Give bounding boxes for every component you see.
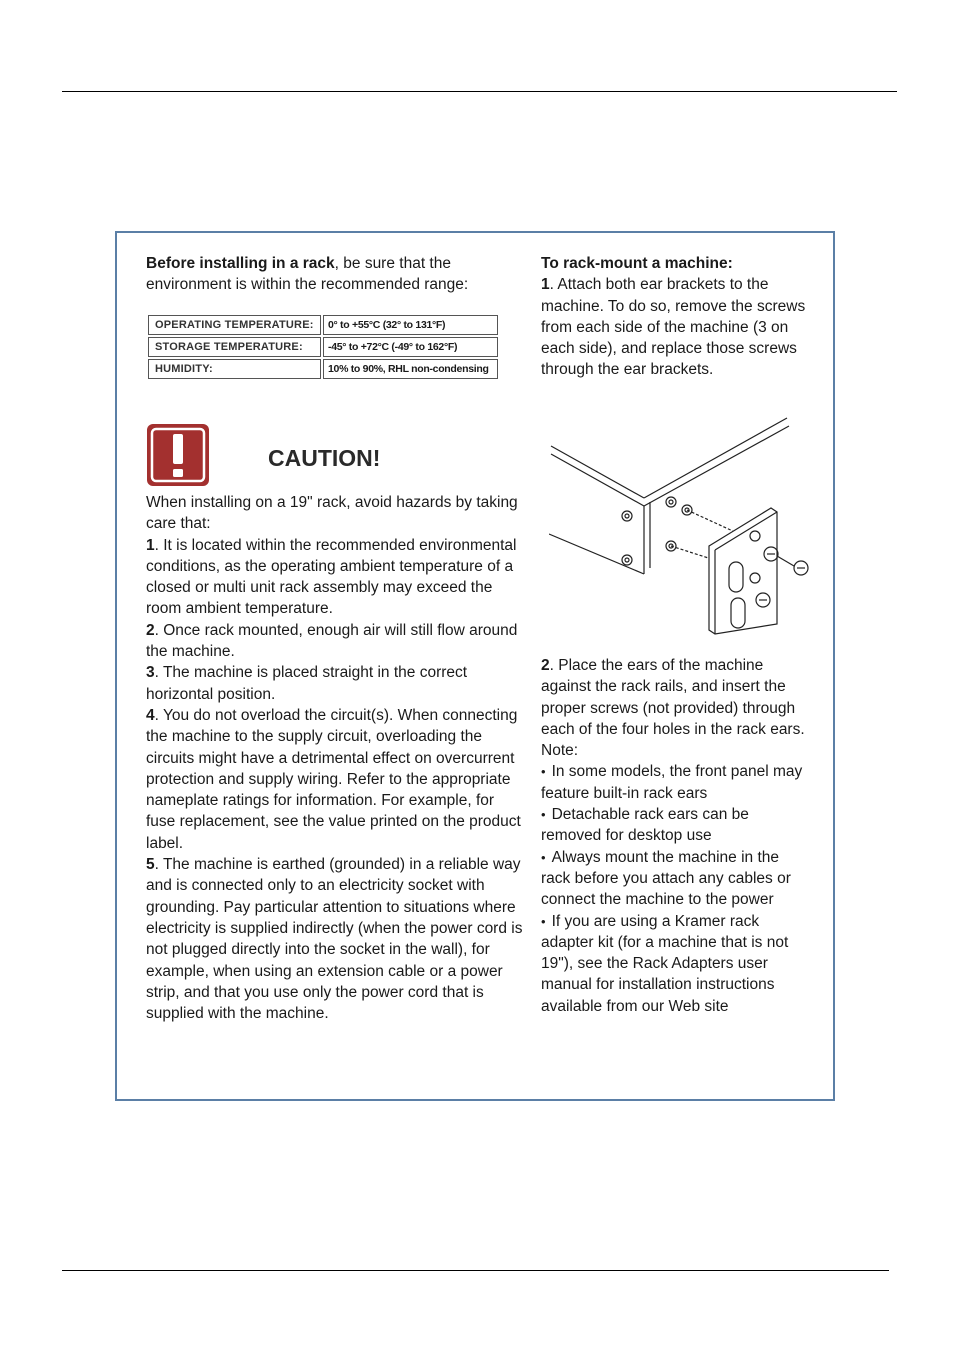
rack-ear-bracket-diagram	[549, 416, 811, 638]
rack-intro	[146, 253, 526, 296]
list-item: 3. The machine is placed straight in the correct horizontal position.	[146, 664, 468, 703]
footer-rule	[62, 1270, 889, 1271]
table-row	[148, 315, 498, 335]
storage-temp-label: STORAGE TEMPERATURE:	[148, 337, 321, 357]
rack-installation-box	[115, 231, 835, 1101]
caution-body	[146, 492, 526, 1024]
list-item: 4. You do not overload the circuit(s). When connecting the machine to the supply circuit, overloading the circuits might have a detrimental effect on overcurrent protection and supply wiring. Refer to the appropriate nameplate ratings for information. For example, for fuse replacement, see the value printed on the product label.	[146, 706, 521, 852]
note-label: Note:	[541, 742, 579, 760]
rack-mount-step-2	[541, 655, 811, 1017]
storage-temp-value: -45° to +72°C (-49° to 162°F)	[323, 337, 498, 357]
list-item: 2. Once rack mounted, enough air will still flow around the machine.	[146, 621, 518, 661]
humidity-label: HUMIDITY:	[148, 359, 321, 379]
header-rule	[62, 91, 897, 92]
humidity-value: 10% to 90%, RHL non-condensing	[323, 359, 498, 379]
exclamation-warning-icon	[146, 423, 210, 487]
list-item: • Detachable rack ears can be removed for desktop use	[541, 804, 811, 847]
operating-temp-value: 0° to +55°C (32° to 131°F)	[323, 315, 498, 335]
table-row	[148, 359, 498, 379]
step-1: 1. Attach both ear brackets to the machine. To do so, remove the screws from each side of the machine (3 on each side), and replace those screws through the ear brackets.	[541, 276, 806, 379]
operating-temp-label: OPERATING TEMPERATURE:	[148, 315, 321, 335]
rack-mount-title: To rack-mount a machine:	[541, 255, 733, 272]
list-item: 1. It is located within the recommended environmental conditions, as the operating ambient temperature of a closed or multi unit rack assembly may exceed the room ambient temperature.	[146, 536, 517, 618]
rack-mount-steps	[541, 253, 811, 381]
table-row	[148, 337, 498, 357]
list-item: • In some models, the front panel may feature built-in rack ears	[541, 761, 811, 804]
list-item: • Always mount the machine in the rack before you attach any cables or connect the machine to the power	[541, 847, 811, 911]
rack-intro-bold: Before installing in a rack	[146, 255, 335, 272]
environment-table	[146, 313, 500, 381]
rack-intro-rest: , be sure that the environment is within the recommended range:	[146, 255, 469, 294]
caution-intro: When installing on a 19" rack, avoid hazards by taking care that:	[146, 494, 518, 533]
list-item: • If you are using a Kramer rack adapter kit (for a machine that is not 19"), see the Rack Adapters user manual for installation instructions available from our Web site	[541, 911, 811, 1017]
step-2: 2. Place the ears of the machine against the rack rails, and insert the proper screws (not provided) through each of the four holes in the rack ears.	[541, 657, 805, 738]
list-item: 5. The machine is earthed (grounded) in a reliable way and is connected only to an electricity socket with grounding. Pay particular attention to situations where electricity is supplied indirectly (when the power cord is not plugged directly into the socket in the wall), for example, when using an extension cable or a power strip, and that you use only the power cord that is supplied with the machine.	[146, 856, 523, 1023]
caution-title: CAUTION!	[268, 445, 381, 471]
